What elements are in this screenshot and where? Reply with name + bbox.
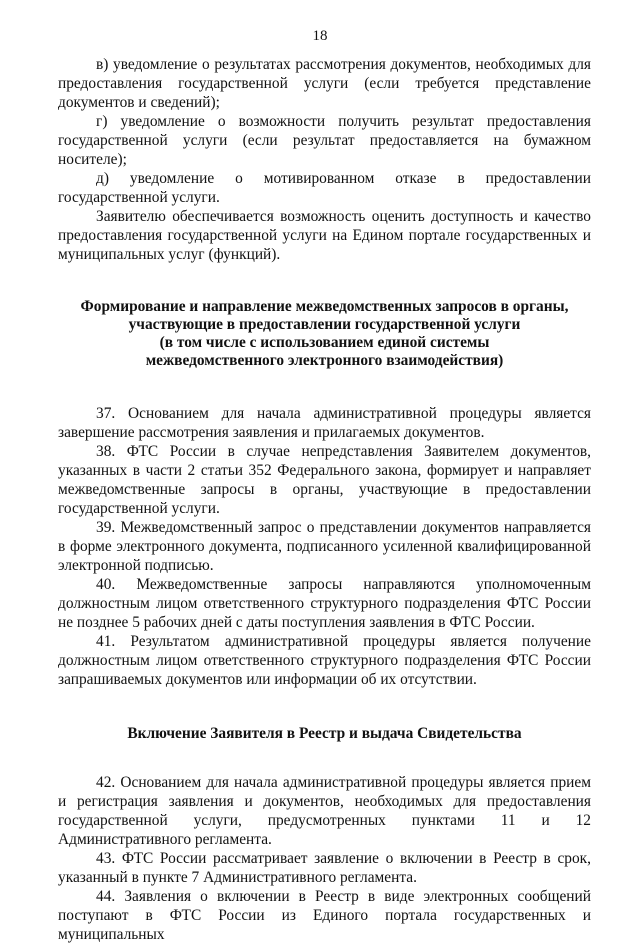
- intro-item-g: г) уведомление о возможности получить результат предоставления государственной услуги (если результат предоставляется на бумажном носителе);: [58, 113, 591, 168]
- heading-line: Формирование и направление межведомственных запросов в органы,: [80, 298, 569, 315]
- heading-line: участвующие в предоставлении государственной услуги: [128, 316, 521, 333]
- heading-line: межведомственного электронного взаимодействия): [145, 352, 504, 369]
- page-body: [58, 55, 591, 944]
- paragraph-39: 39. Межведомственный запрос о представлении документов направляется в форме электронного документа, подписанного усиленной квалифицированной электронной подписью.: [58, 519, 591, 574]
- paragraph-42: 42. Основанием для начала административной процедуры является прием и регистрация заявления и документов, необходимых для предоставления государственной услуги, предусмотренных пунктами 11 и 12 Административного регламента.: [58, 774, 591, 848]
- section-heading-registry-inclusion: Включение Заявителя в Реестр и выдача Свидетельства: [127, 725, 522, 742]
- paragraph-38: 38. ФТС России в случае непредставления Заявителем документов, указанных в части 2 статьи 352 Федерального закона, формирует и направляет межведомственные запросы в органы, участвующие в предоставлении государственной услуги.: [58, 443, 591, 517]
- section-heading-interagency-requests: [58, 298, 591, 370]
- heading-line: (в том числе с использованием единой системы: [159, 334, 490, 351]
- paragraph-44: 44. Заявления о включении в Реестр в виде электронных сообщений поступают в ФТС России из Единого портала государственных и муниципальных: [58, 888, 591, 943]
- paragraph-40: 40. Межведомственные запросы направляются уполномоченным должностным лицом ответственного структурного подразделения ФТС России не позднее 5 рабочих дней с даты поступления заявления в ФТС России.: [58, 576, 591, 631]
- paragraph-41: 41. Результатом административной процедуры является получение должностным лицом ответственного структурного подразделения ФТС России запрашиваемых документов или информации об их отсутствии.: [58, 633, 591, 688]
- page-number: 18: [312, 28, 328, 44]
- paragraph-37: 37. Основанием для начала административной процедуры является завершение рассмотрения заявления и прилагаемых документов.: [58, 405, 591, 441]
- intro-item-d: д) уведомление о мотивированном отказе в предоставлении государственной услуги.: [58, 170, 591, 206]
- intro-closing-paragraph: Заявителю обеспечивается возможность оценить доступность и качество предоставления государственной услуги на Едином портале государственных и муниципальных услуг (функций).: [58, 208, 591, 263]
- intro-item-v: в) уведомление о результатах рассмотрения документов, необходимых для предоставления государственной услуги (если требуется представление документов и сведений);: [58, 56, 591, 111]
- paragraph-43: 43. ФТС России рассматривает заявление о включении в Реестр в срок, указанный в пункте 7 Административного регламента.: [58, 850, 591, 886]
